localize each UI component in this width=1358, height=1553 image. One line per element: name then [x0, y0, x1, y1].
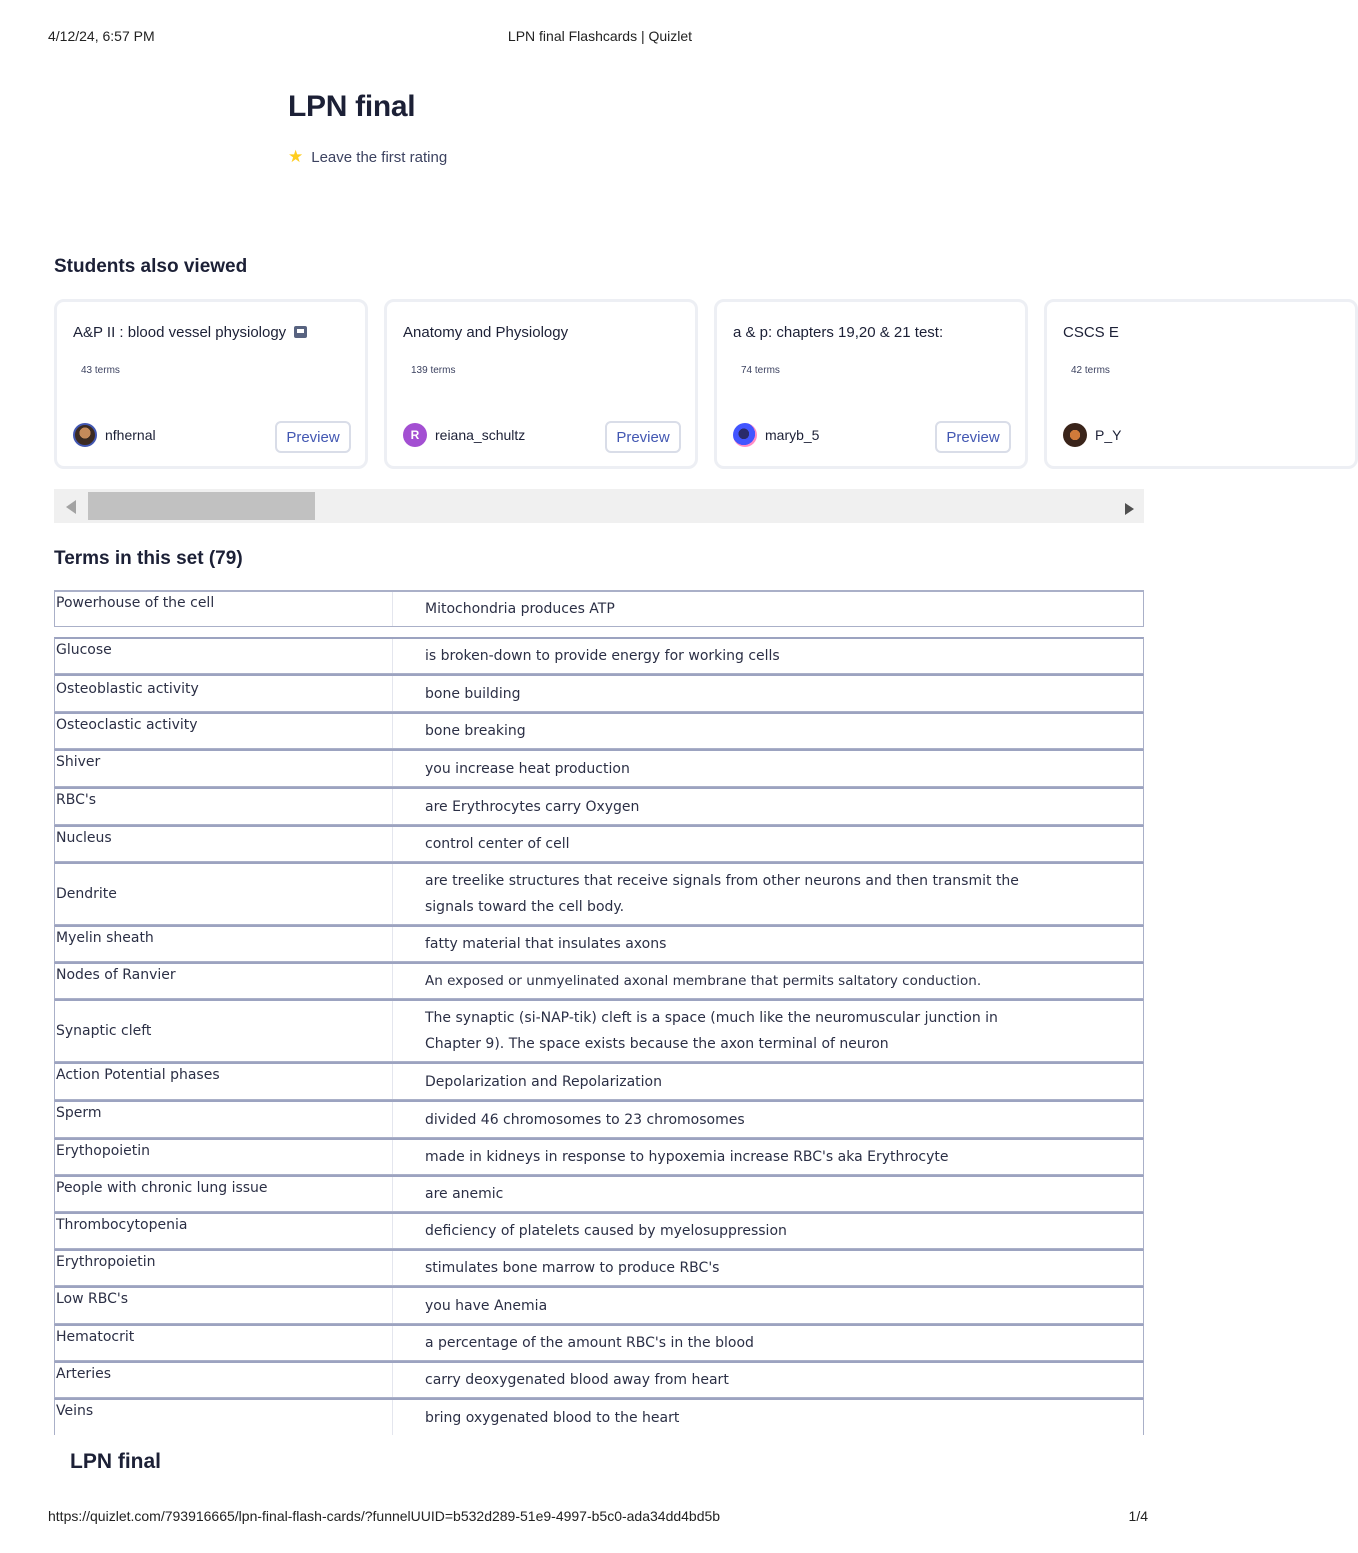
carousel-scrollbar[interactable] [54, 489, 1144, 523]
scroll-right-icon[interactable] [1125, 503, 1134, 515]
footer-set-title: LPN final [70, 1450, 162, 1473]
author-name: nfhernal [105, 427, 156, 443]
term-definition: bone breaking [425, 723, 526, 739]
term-row [54, 1286, 1144, 1324]
term-row [54, 1212, 1144, 1249]
related-set-term-count: 43 terms [81, 365, 120, 376]
term-definition: are Erythrocytes carry Oxygen [425, 798, 640, 815]
preview-button[interactable]: Preview [605, 421, 681, 453]
term-definition: deficiency of platelets caused by myelosuppression [425, 1223, 787, 1239]
term-definition: bone building [425, 685, 521, 702]
term-row [54, 637, 1144, 674]
term-word: Erythopoietin [55, 1140, 393, 1174]
related-set-term-count: 42 terms [1071, 365, 1110, 376]
term-word: Low RBC's [55, 1288, 393, 1323]
term-row [54, 925, 1144, 962]
term-word: Erythropoietin [55, 1251, 393, 1285]
term-row [54, 862, 1144, 925]
related-set-title[interactable] [733, 324, 943, 341]
term-word: Dendrite [55, 864, 393, 924]
print-page-title: LPN final Flashcards | Quizlet [507, 28, 693, 44]
scrollbar-thumb[interactable] [88, 492, 315, 520]
term-word: Hematocrit [55, 1326, 393, 1360]
term-definition: a percentage of the amount RBC's in the blood [425, 1335, 754, 1351]
related-set-title-text: Anatomy and Physiology [403, 324, 569, 341]
related-set-title-text: CSCS E [1063, 324, 1119, 341]
term-word: Thrombocytopenia [55, 1214, 393, 1248]
terms-table [54, 590, 1144, 1435]
avatar [1063, 423, 1087, 447]
author-name: maryb_5 [765, 427, 820, 443]
term-word: RBC's [55, 789, 393, 824]
term-row [54, 1361, 1144, 1398]
related-sets-carousel [54, 299, 1122, 471]
term-word: Nodes of Ranvier [55, 964, 393, 998]
related-set-author[interactable] [403, 423, 525, 447]
term-row [54, 999, 1144, 1062]
term-word: People with chronic lung issue [55, 1177, 393, 1211]
related-set-title[interactable] [1063, 324, 1119, 341]
term-row [54, 1175, 1144, 1212]
students-also-viewed-heading: Students also viewed [54, 256, 248, 277]
term-word: Veins [55, 1400, 393, 1435]
page-title: LPN final [288, 90, 416, 123]
related-set-card[interactable] [1044, 299, 1358, 469]
print-header [48, 28, 1152, 48]
term-word: Nucleus [55, 827, 393, 861]
term-definition: carry deoxygenated blood away from heart [425, 1372, 729, 1388]
term-word: Arteries [55, 1363, 393, 1397]
term-row [54, 590, 1144, 627]
related-set-card[interactable] [54, 299, 368, 469]
related-set-card[interactable] [384, 299, 698, 469]
term-row [54, 962, 1144, 999]
related-set-title[interactable] [403, 324, 568, 341]
author-name: reiana_schultz [435, 427, 526, 443]
term-definition: stimulates bone marrow to produce RBC's [425, 1260, 720, 1276]
related-set-title[interactable] [73, 324, 307, 341]
avatar: R [403, 423, 427, 447]
print-footer [48, 1508, 1148, 1528]
term-definition: made in kidneys in response to hypoxemia increase RBC's aka Erythrocyte [425, 1149, 949, 1165]
star-icon: ★ [288, 147, 304, 166]
term-row [54, 1062, 1144, 1100]
term-row [54, 1138, 1144, 1175]
terms-heading: Terms in this set (79) [54, 548, 243, 569]
term-definition: bring oxygenated blood to the heart [425, 1409, 680, 1426]
term-row [54, 712, 1144, 749]
related-set-title-text: A&P II : blood vessel physiology [73, 324, 287, 341]
term-word: Shiver [55, 751, 393, 786]
term-definition: control center of cell [425, 836, 570, 852]
term-row [54, 1324, 1144, 1361]
term-word: Glucose [55, 639, 393, 673]
term-definition: The synaptic (si-NAP-tik) cleft is a space (much like the neuromuscular junction in Chapter 9). The space exists because the axon terminal of neuron [425, 1010, 998, 1052]
related-set-title-text: a & p: chapters 19,20 & 21 test: [733, 324, 944, 341]
term-row [54, 825, 1144, 862]
related-set-card[interactable] [714, 299, 1028, 469]
term-word: Action Potential phases [55, 1064, 393, 1099]
related-set-term-count: 139 terms [411, 365, 456, 376]
print-page-number: 1/4 [1128, 1508, 1148, 1524]
term-row [54, 674, 1144, 712]
term-definition: is broken-down to provide energy for working cells [425, 648, 780, 664]
author-name: P_Y [1095, 427, 1122, 443]
term-row [54, 1398, 1144, 1435]
term-definition: Mitochondria produces ATP [425, 601, 615, 617]
term-row [54, 1249, 1144, 1286]
term-row [54, 1100, 1144, 1138]
term-definition: you have Anemia [425, 1297, 548, 1314]
term-definition: An exposed or unmyelinated axonal membrane that permits saltatory conduction. [425, 973, 982, 989]
term-definition: Depolarization and Repolarization [425, 1073, 662, 1090]
rating-label: Leave the first rating [311, 148, 448, 166]
related-set-author[interactable] [1063, 423, 1121, 447]
image-icon [294, 326, 307, 338]
related-set-author[interactable] [733, 423, 819, 447]
term-definition: are anemic [425, 1186, 504, 1202]
term-definition: fatty material that insulates axons [425, 936, 667, 952]
term-word: Powerhouse of the cell [55, 592, 393, 626]
term-word: Myelin sheath [55, 927, 393, 961]
print-url: https://quizlet.com/793916665/lpn-final-flash-cards/?funnelUUID=b532d289-51e9-4997-b5c0-ada34dd4bd5b [48, 1508, 721, 1524]
avatar [73, 423, 97, 447]
related-set-author[interactable] [73, 423, 156, 447]
term-word: Sperm [55, 1102, 393, 1137]
scroll-left-icon[interactable] [66, 500, 76, 514]
term-word: Osteoblastic activity [55, 676, 393, 711]
term-definition: you increase heat production [425, 760, 630, 777]
print-date: 4/12/24, 6:57 PM [48, 28, 155, 44]
term-row [54, 749, 1144, 787]
term-word: Osteoclastic activity [55, 714, 393, 748]
preview-button[interactable]: Preview [935, 421, 1011, 453]
term-definition: divided 46 chromosomes to 23 chromosomes [425, 1111, 745, 1128]
term-row [54, 787, 1144, 825]
rating-link[interactable] [288, 147, 447, 167]
related-set-term-count: 74 terms [741, 365, 780, 376]
preview-button[interactable]: Preview [275, 421, 351, 453]
term-definition: are treelike structures that receive signals from other neurons and then transmit the signals toward the cell body. [425, 873, 1019, 915]
avatar [733, 423, 757, 447]
term-word: Synaptic cleft [55, 1001, 393, 1061]
